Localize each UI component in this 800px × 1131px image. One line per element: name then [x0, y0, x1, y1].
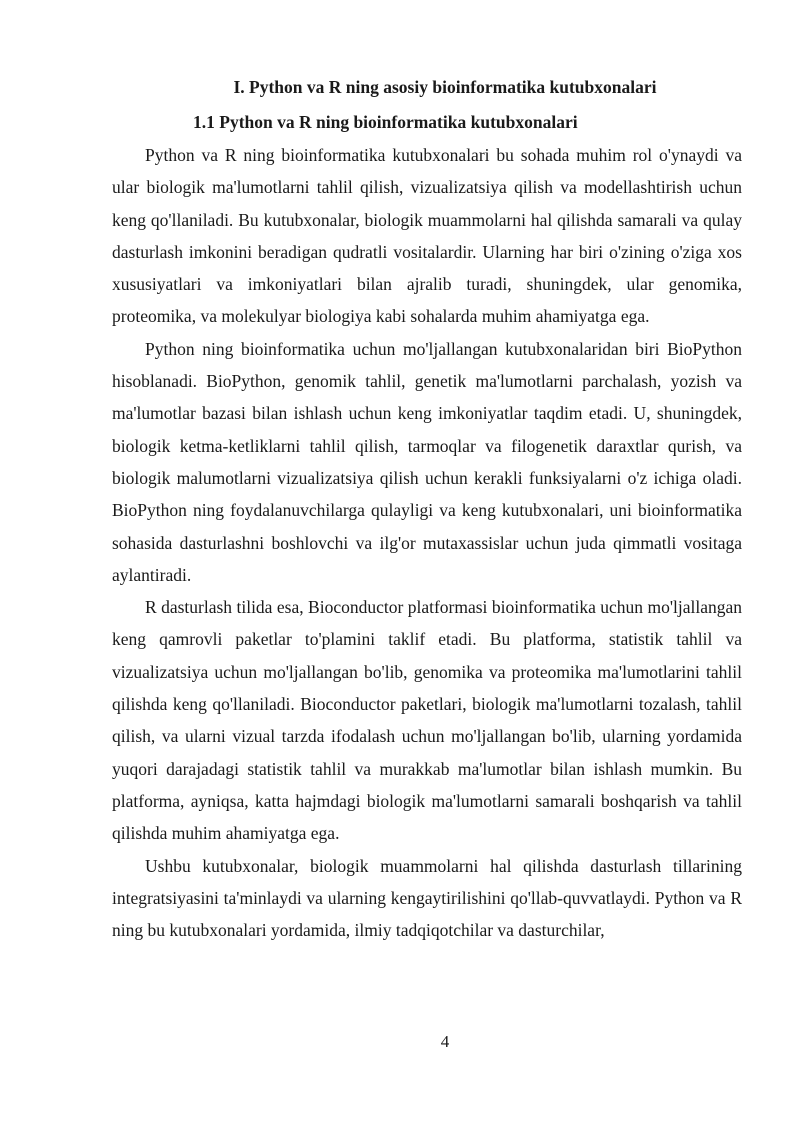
chapter-heading: I. Python va R ning asosiy bioinformatika kutubxonalari [233, 77, 657, 97]
page-number: 4 [440, 1032, 450, 1051]
paragraph: Ushbu kutubxonalar, biologik muammolarni hal qilishda dasturlash tillarining integratsiyasini ta'minlaydi va ularning kengaytirilishini qo'llab-quvvatlaydi. Python va R ning bu kutubxonalari yordamida, ilmiy tadqiqotchilar va dasturchilar, [112, 855, 742, 941]
paragraph: Python ning bioinformatika uchun mo'ljallangan kutubxonalaridan biri BioPython hisoblanadi. BioPython, genomik tahlil, genetik ma'lumotlarni parchalash, yozish va ma'lumotlar bazasi bilan ishlash uchun keng imkoniyatlar taqdim etadi. U, shuningdek, biologik ketma-ketliklarni tahlil qilish, tarmoqlar va filogenetik daraxtlar qurish, va biologik malumotlarni vizualizatsiya qilish uchun kerakli funksiyalarni o'z ichiga oladi. BioPython ning foydalanuvchilarga qulayligi va keng kutubxonalari, uni bioinformatika sohasida dasturlashni boshlovchi va ilg'or mutaxassislar uchun juda qimmatli vositaga aylantiradi. [112, 338, 742, 585]
section-heading: 1.1 Python va R ning bioinformatika kutubxonalari [193, 112, 578, 132]
body-text [112, 139, 742, 946]
paragraph: Python va R ning bioinformatika kutubxonalari bu sohada muhim rol o'ynaydi va ular biologik ma'lumotlarni tahlil qilish, vizualizatsiya qilish va modellashtirish uchun keng qo'llaniladi. Bu kutubxonalar, biologik muammolarni hal qilishda samarali va qulay dasturlash imkonini beradigan qudratli vositalardir. Ularning har biri o'zining o'ziga xos xususiyatlari va imkoniyatlari bilan ajralib turadi, shuningdek, ular genomika, proteomika, va molekulyar biologiya kabi sohalarda muhim ahamiyatga ega. [112, 145, 742, 327]
paragraph: R dasturlash tilida esa, Bioconductor platformasi bioinformatika uchun mo'ljallangan keng qamrovli paketlar to'plamini taklif etadi. Bu platforma, statistik tahlil va vizualizatsiya uchun mo'ljallangan bo'lib, genomika va proteomika ma'lumotlarini tahlil qilishda keng qo'llaniladi. Bioconductor paketlari, biologik ma'lumotlarni tozalash, tahlil qilish, va ularni vizual tarzda ifodalash uchun mo'ljallangan bo'lib, ularning yordamida yuqori darajadagi statistik tahlil va murakkab ma'lumotlar bilan ishlash mumkin. Bu platforma, ayniqsa, katta hajmdagi biologik ma'lumotlarni samarali boshqarish va tahlil qilishda muhim ahamiyatga ega. [112, 597, 742, 844]
